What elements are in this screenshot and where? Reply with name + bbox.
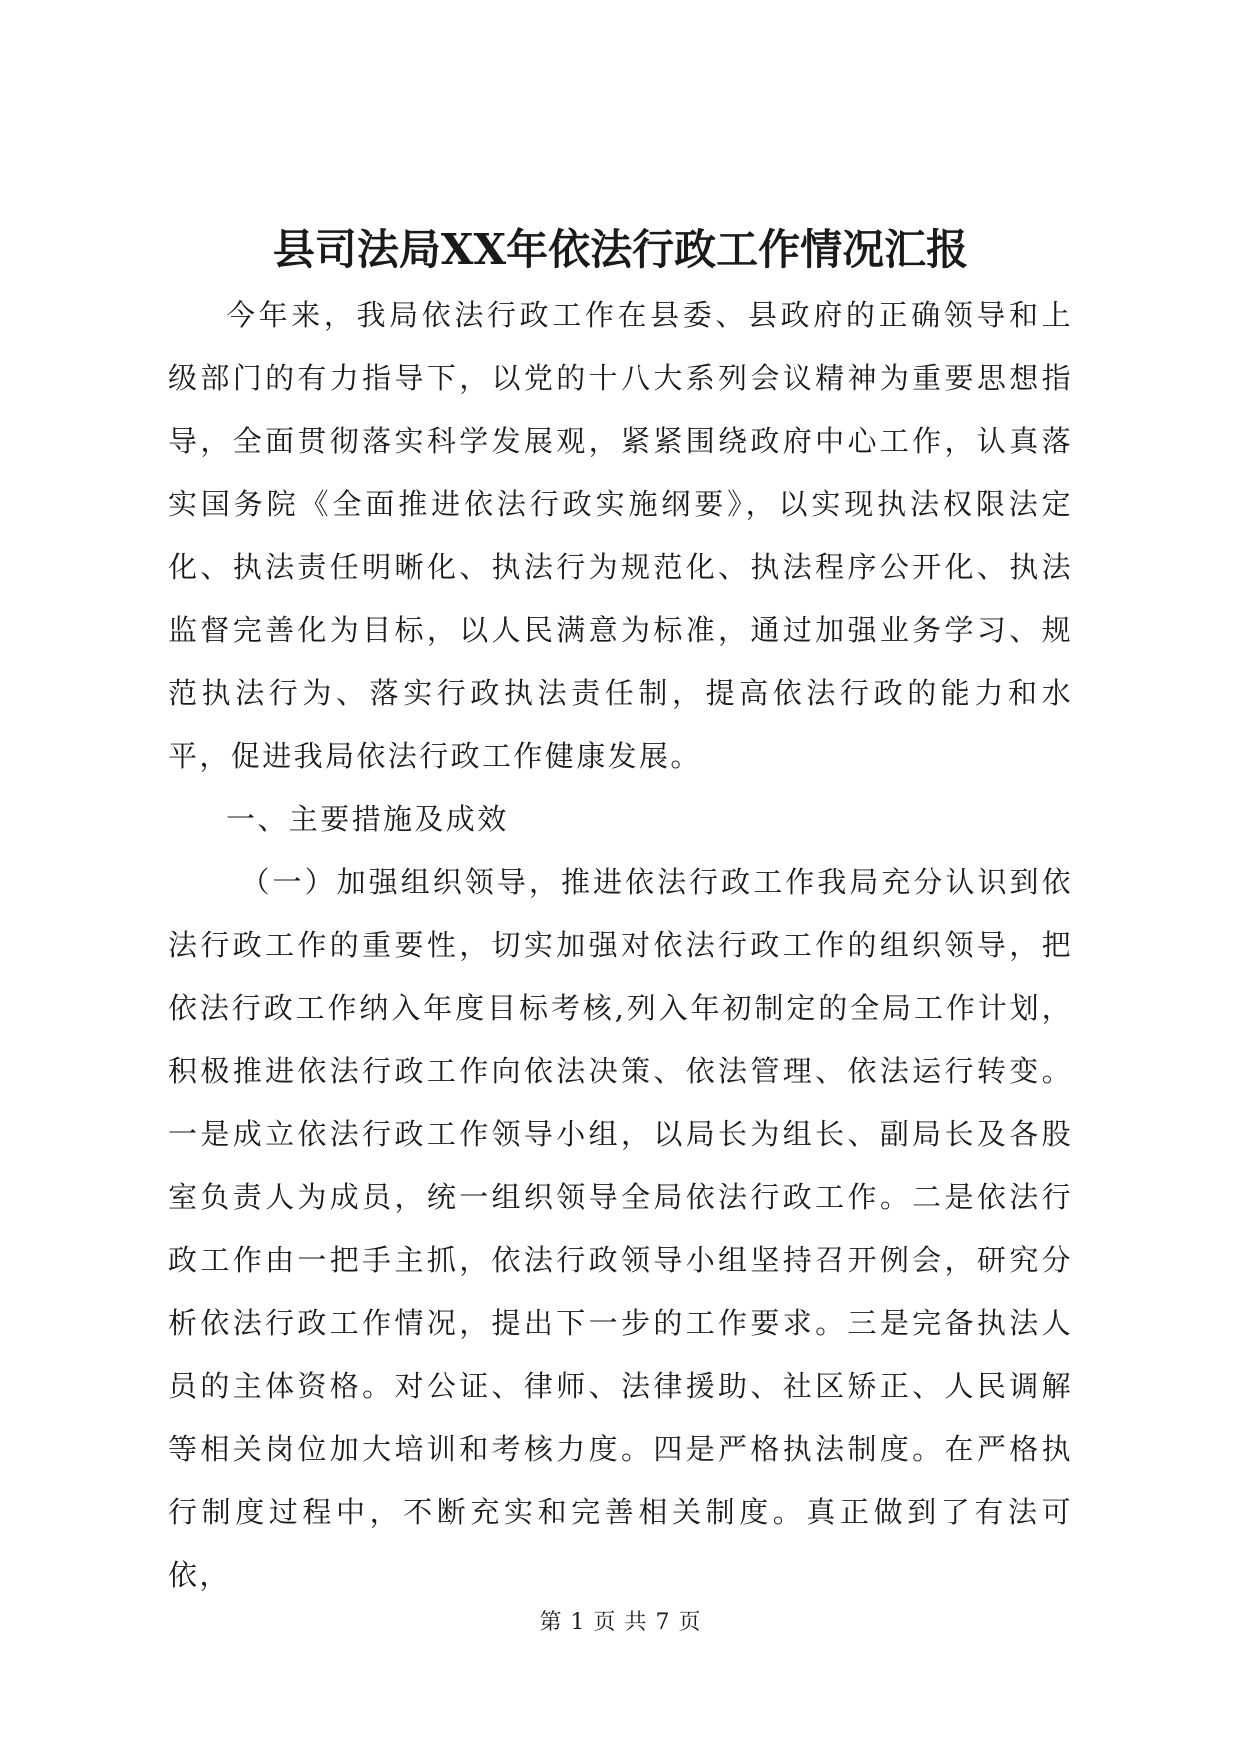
document-body (168, 284, 1073, 1607)
page-number-footer: 第 1 页 共 7 页 (539, 1610, 702, 1635)
subsection-paragraph: （一）加强组织领导，推进依法行政工作我局充分认识到依法行政工作的重要性，切实加强对依法行政工作的组织领导，把依法行政工作纳入年度目标考核,列入年初制定的全局工作计划，积极推进依法行政工作向依法决策、依法管理、依法运行转变。一是成立依法行政工作领导小组，以局长为组长、副局长及各股室负责人为成员，统一组织领导全局依法行政工作。二是依法行政工作由一把手主抓，依法行政领导小组坚持召开例会，研究分析依法行政工作情况，提出下一步的工作要求。三是完备执法人员的主体资格。对公证、律师、法律援助、社区矫正、人民调解等相关岗位加大培训和考核力度。四是严格执法制度。在严格执行制度过程中，不断充实和完善相关制度。真正做到了有法可依， (168, 865, 1073, 1592)
intro-paragraph: 今年来，我局依法行政工作在县委、县政府的正确领导和上级部门的有力指导下，以党的十八大系列会议精神为重要思想指导，全面贯彻落实科学发展观，紧紧围绕政府中心工作，认真落实国务院《全面推进依法行政实施纲要》，以实现执法权限法定化、执法责任明晰化、执法行为规范化、执法程序公开化、执法监督完善化为目标，以人民满意为标准，通过加强业务学习、规范执法行为、落实行政执法责任制，提高依法行政的能力和水平，促进我局依法行政工作健康发展。 (168, 298, 1073, 773)
section-heading: 一、主要措施及成效 (226, 802, 509, 836)
document-title: 县司法局XX年依法行政工作情况汇报 (272, 225, 969, 274)
